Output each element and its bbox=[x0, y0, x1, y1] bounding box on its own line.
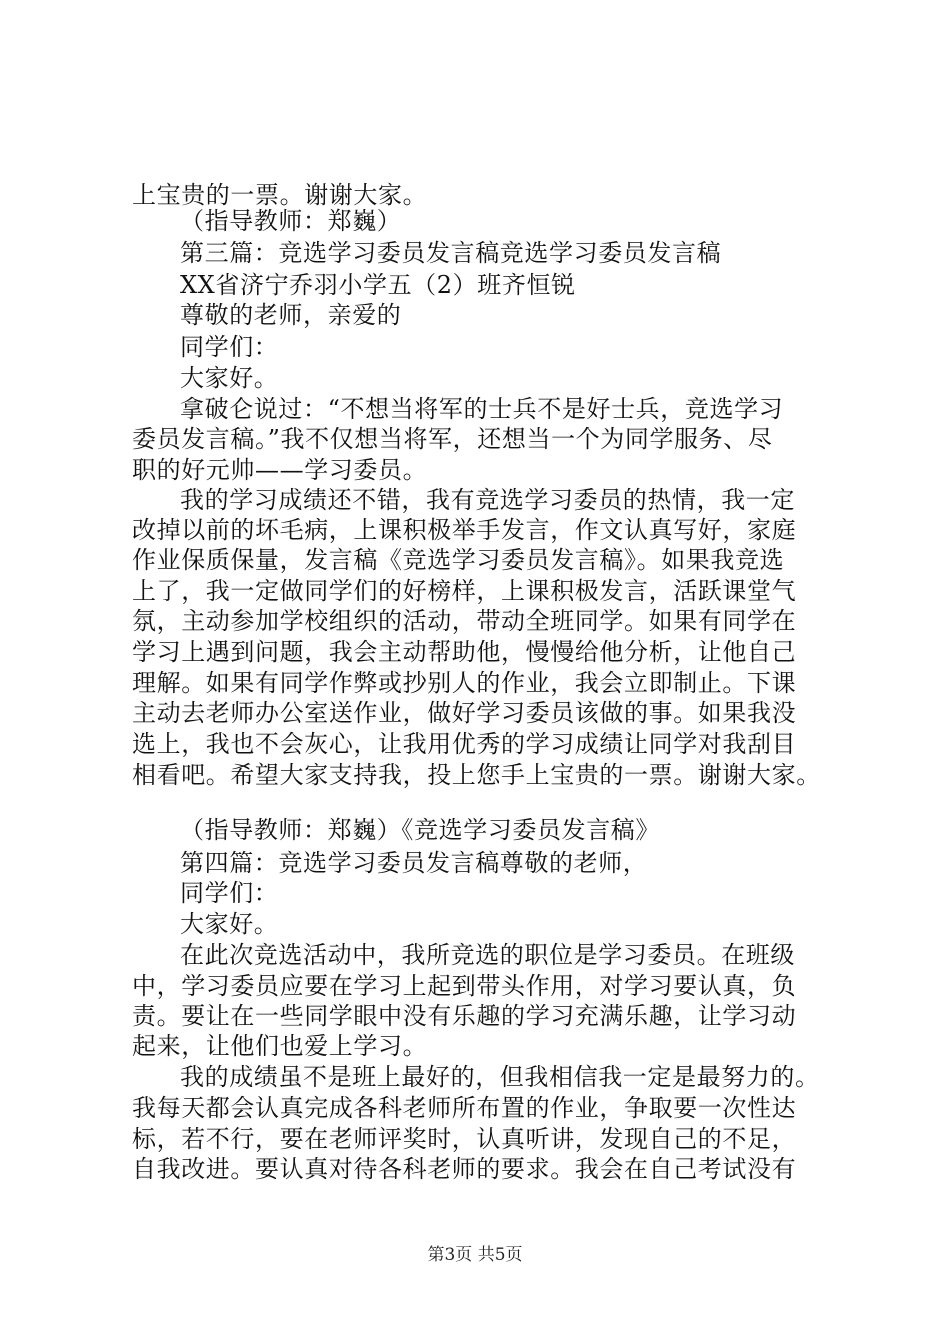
text-line: 相看吧。希望大家支持我，投上您手上宝贵的一票。谢谢大家。 bbox=[132, 761, 821, 789]
text-line: 中，学习委员应要在学习上起到带头作用，对学习要认真，负 bbox=[132, 972, 797, 1000]
text-line: 在此次竞选活动中，我所竞选的职位是学习委员。在班级 bbox=[180, 941, 795, 969]
section-heading: 第三篇：竞选学习委员发言稿竞选学习委员发言稿 bbox=[180, 239, 722, 267]
text-line: 改掉以前的坏毛病，上课积极举手发言，作文认真写好，家庭 bbox=[132, 516, 797, 544]
text-line: XX省济宁乔羽小学五（2）班齐恒锐 bbox=[180, 271, 576, 299]
text-line: 我的学习成绩还不错，我有竞选学习委员的热情，我一定 bbox=[180, 486, 795, 514]
text-line: 职的好元帅——学习委员。 bbox=[132, 456, 428, 484]
text-line: 标，若不行，要在老师评奖时，认真听讲，发现自己的不足， bbox=[132, 1125, 797, 1153]
section-heading: 第四篇：竞选学习委员发言稿尊敬的老师， bbox=[180, 849, 648, 877]
text-line: 大家好。 bbox=[180, 910, 279, 938]
text-line: 同学们： bbox=[180, 879, 279, 907]
text-line: 作业保质保量，发言稿《竞选学习委员发言稿》。如果我竞选 bbox=[132, 546, 785, 574]
text-line: 自我改进。要认真对待各科老师的要求。我会在自己考试没有 bbox=[132, 1155, 797, 1183]
text-line: 氛，主动参加学校组织的活动，带动全班同学。如果有同学在 bbox=[132, 607, 797, 635]
text-line: 拿破仑说过：“不想当将军的士兵不是好士兵，竞选学习 bbox=[180, 395, 784, 423]
text-line: 责。要让在一些同学眼中没有乐趣的学习充满乐趣，让学习动 bbox=[132, 1002, 797, 1030]
text-line: 理解。如果有同学作弊或抄别人的作业，我会立即制止。下课 bbox=[132, 669, 797, 697]
text-line: 大家好。 bbox=[180, 364, 279, 392]
text-line: 上了，我一定做同学们的好榜样，上课积极发言，活跃课堂气 bbox=[132, 577, 797, 605]
text-line: 上宝贵的一票。谢谢大家。 bbox=[132, 181, 428, 209]
text-line: 我的成绩虽不是班上最好的，但我相信我一定是最努力的。 bbox=[180, 1063, 820, 1091]
text-line: 委员发言稿。”我不仅想当将军，还想当一个为同学服务、尽 bbox=[132, 425, 773, 453]
text-line: （指导教师：郑巍） bbox=[180, 207, 402, 235]
text-line: 主动去老师办公室送作业，做好学习委员该做的事。如果我没 bbox=[132, 699, 797, 727]
text-line: 选上，我也不会灰心，让我用优秀的学习成绩让同学对我刮目 bbox=[132, 730, 797, 758]
page-number-footer: 第3页 共5页 bbox=[427, 1245, 523, 1265]
text-line: （指导教师：郑巍）《竞选学习委员发言稿》 bbox=[180, 816, 660, 844]
text-line: 起来，让他们也爱上学习。 bbox=[132, 1032, 428, 1060]
text-line: 我每天都会认真完成各科老师所布置的作业，争取要一次性达 bbox=[132, 1094, 797, 1122]
text-line: 尊敬的老师，亲爱的 bbox=[180, 301, 402, 329]
text-line: 同学们： bbox=[180, 333, 279, 361]
text-line: 学习上遇到问题，我会主动帮助他，慢慢给他分析，让他自己 bbox=[132, 638, 797, 666]
